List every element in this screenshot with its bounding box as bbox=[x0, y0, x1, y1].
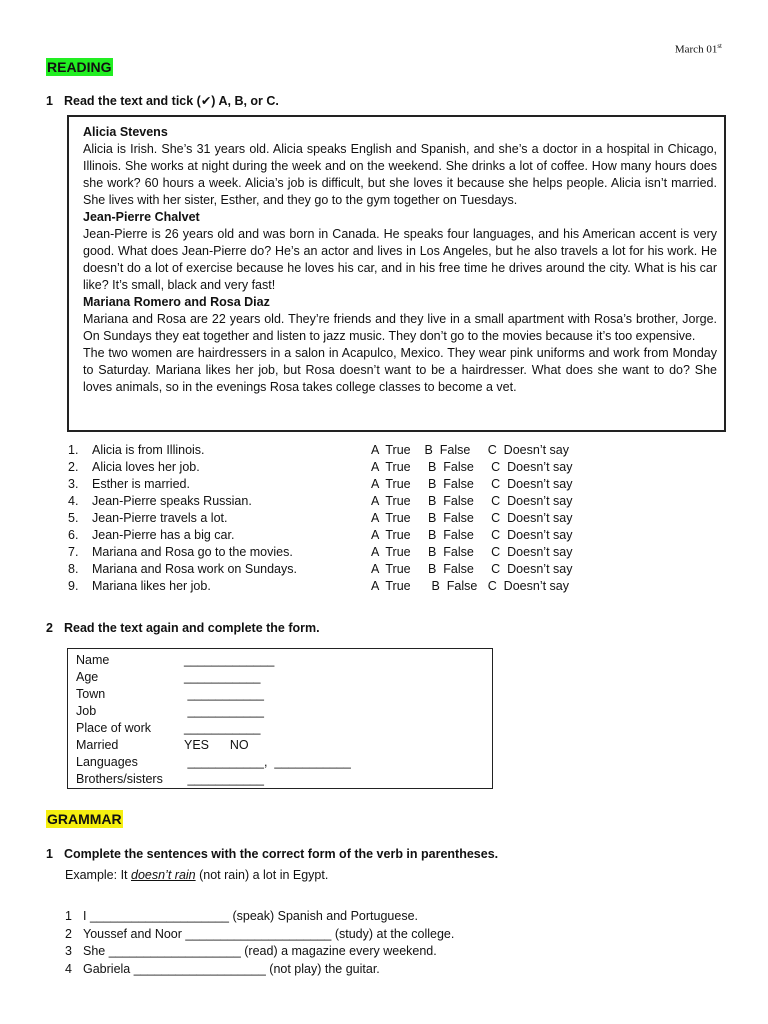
reading-question-2: 2 Read the text again and complete the form. bbox=[46, 621, 320, 635]
sentence-row[interactable]: 3 She ___________________ (read) a magazine every weekend. bbox=[65, 944, 437, 958]
sentence-row[interactable]: 2 Youssef and Noor _____________________ (study) at the college. bbox=[65, 926, 455, 941]
form-blank[interactable]: ___________ bbox=[184, 721, 261, 735]
form-row: Town ___________ bbox=[76, 687, 264, 701]
jean-pierre-name: Jean-Pierre Chalvet bbox=[83, 210, 200, 224]
answer-options[interactable]: A True B False C Doesn’t say bbox=[371, 443, 569, 457]
answer-options[interactable]: A True B False C Doesn’t say bbox=[371, 545, 573, 559]
answer-options[interactable]: A True B False C Doesn’t say bbox=[371, 579, 569, 593]
list-item: 6. Jean-Pierre has a big car. A True B False C Doesn’t say bbox=[68, 528, 573, 542]
form-blank[interactable]: ___________, ___________ bbox=[184, 755, 351, 769]
answer-options[interactable]: A True B False C Doesn’t say bbox=[371, 494, 573, 508]
form-row: Age ___________ bbox=[76, 670, 261, 684]
form-blank[interactable]: ___________ bbox=[184, 670, 261, 684]
reading-question-1: 1 Read the text and tick (✔) A, B, or C. bbox=[46, 94, 279, 108]
form-row: Job ___________ bbox=[76, 704, 264, 718]
alicia-name: Alicia Stevens bbox=[83, 125, 168, 139]
sentence-row[interactable]: 1 I ____________________ (speak) Spanish and Portuguese. bbox=[65, 909, 418, 923]
grammar-example: Example: It doesn’t rain (not rain) a lot in Egypt. bbox=[65, 868, 329, 882]
form-blank[interactable]: _____________ bbox=[184, 653, 275, 667]
list-item: 8. Mariana and Rosa work on Sundays. A True B False C Doesn’t say bbox=[68, 562, 573, 576]
married-options[interactable]: YES NO bbox=[184, 738, 249, 752]
grammar-sentences bbox=[65, 908, 454, 978]
jean-pierre-text: Jean-Pierre is 26 years old and was born in Canada. He speaks four languages, and his American accent is very good. What does Jean-Pierre do? He’s an actor and lives in Los Angeles, but he also travels a lot for his work. He doesn’t do a lot of exercise because he loves his car, and in his free time he drives around the city. What is his car like? It’s small, black and very fast! bbox=[83, 227, 717, 292]
mariana-rosa-name: Mariana Romero and Rosa Diaz bbox=[83, 295, 270, 309]
answer-options[interactable]: A True B False C Doesn’t say bbox=[371, 562, 573, 576]
form-row: Name _____________ bbox=[76, 653, 275, 667]
reading-heading: READING bbox=[47, 59, 112, 75]
grammar-heading: GRAMMAR bbox=[47, 811, 122, 827]
list-item: 7. Mariana and Rosa go to the movies. A True B False C Doesn’t say bbox=[68, 545, 573, 559]
mariana-rosa-text-2: The two women are hairdressers in a salon in Acapulco, Mexico. They wear pink uniforms and work from Monday to Saturday. Mariana likes her job, but Rosa doesn’t want to be a hairdresser. What does she want to do? She loves animals, so in the evenings Rosa takes college classes to become a vet. bbox=[83, 346, 717, 394]
sentence-row[interactable]: 4 Gabriela ___________________ (not play) the guitar. bbox=[65, 961, 380, 976]
list-item: 2. Alicia loves her job. A True B False C Doesn’t say bbox=[68, 460, 573, 474]
form-blank[interactable]: ___________ bbox=[184, 772, 264, 786]
form-row: Married YES NO bbox=[76, 738, 249, 752]
alicia-text: Alicia is Irish. She’s 31 years old. Alicia speaks English and Spanish, and she’s a doctor in a hospital in Chicago, Illinois. She works at night during the week and on the weekend. She drinks a lot of coffee. How many hours does she work? 60 hours a week. Alicia’s job is difficult, but she loves it because she helps people. Alicia isn’t married. She lives with her sister, Esther, and they go to the gym together on Tuesdays. bbox=[83, 142, 717, 207]
answer-options[interactable]: A True B False C Doesn’t say bbox=[371, 460, 573, 474]
form-row: Place of work ___________ bbox=[76, 721, 261, 735]
date-label: March 01st bbox=[674, 42, 722, 56]
form-row: Languages ___________, ___________ bbox=[76, 755, 351, 769]
form-blank[interactable]: ___________ bbox=[184, 687, 264, 701]
answer-options[interactable]: A True B False C Doesn’t say bbox=[371, 528, 573, 542]
reading-text-box bbox=[67, 115, 726, 432]
list-item: 4. Jean-Pierre speaks Russian. A True B False C Doesn’t say bbox=[68, 494, 573, 508]
list-item: 1. Alicia is from Illinois. A True B False C Doesn’t say bbox=[68, 443, 569, 457]
form-row: Brothers/sisters ___________ bbox=[76, 772, 264, 786]
list-item: 5. Jean-Pierre travels a lot. A True B False C Doesn’t say bbox=[68, 511, 573, 525]
true-false-list bbox=[68, 442, 608, 595]
answer-options[interactable]: A True B False C Doesn’t say bbox=[371, 511, 573, 525]
form-blank[interactable]: ___________ bbox=[184, 704, 264, 718]
mariana-rosa-text-1: Mariana and Rosa are 22 years old. They’re friends and they live in a small apartment with Rosa’s brother, Jorge. On Sundays they eat together and listen to jazz music. They don’t go to the movies because it’s too expensive. bbox=[83, 312, 717, 343]
answer-options[interactable]: A True B False C Doesn’t say bbox=[371, 477, 573, 491]
profile-form bbox=[67, 648, 493, 789]
list-item: 9. Mariana likes her job. A True B False C Doesn’t say bbox=[68, 579, 569, 593]
list-item: 3. Esther is married. A True B False C Doesn’t say bbox=[68, 477, 573, 491]
grammar-question-1: 1 Complete the sentences with the correct form of the verb in parentheses. bbox=[46, 847, 499, 861]
